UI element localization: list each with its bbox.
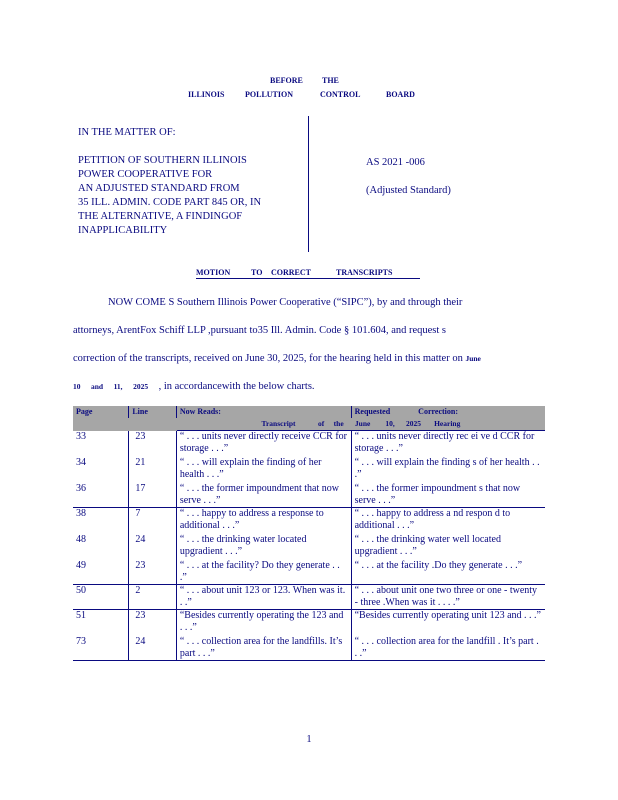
cell-now-reads: “ . . . units never directly receive CCR for storage . . .” — [176, 431, 351, 456]
cell-requested: “ . . . the drinking water well located upgradient . . .” — [354, 534, 501, 557]
cell-now-reads: “Besides currently operating the 123 and . . .” — [176, 610, 351, 635]
page-number: 1 — [306, 734, 312, 745]
subheader-year: 2025 — [405, 419, 421, 428]
cell-now-reads: “ . . . the former impoundment that now serve . . .” — [176, 481, 351, 508]
corrections-table — [73, 406, 545, 661]
cell-page: 38 — [73, 508, 129, 533]
caption-divider — [308, 116, 309, 252]
motion-title-word: MOTION — [196, 268, 231, 277]
motion-title — [196, 268, 420, 279]
subheader-ten: 10, — [385, 419, 395, 428]
cell-now-reads: “ . . . collection area for the landfills. It’s part . . .” — [176, 634, 351, 661]
subheader-transcript: Transcript — [261, 419, 296, 428]
cell-line: 23 — [129, 558, 177, 585]
table-subheader — [176, 418, 545, 431]
col-header-correction-label: Correction: — [418, 407, 459, 416]
cell-requested: “ . . . collection area for the landfill . It’s part . . .” — [351, 634, 545, 661]
cell-requested: “ . . . units never directly rec ei ve d CCR for storage . . .” — [354, 431, 535, 454]
body-day-11: 11, — [113, 382, 123, 391]
case-caption — [78, 126, 303, 238]
cell-page: 73 — [73, 634, 129, 661]
col-header-page: Page — [73, 406, 129, 418]
cell-now-reads: “ . . . will explain the finding of her health . . .” — [176, 455, 351, 481]
body-line-1: NOW COME S Southern Illinois Power Cooperative (“SIPC”), by and through their — [108, 297, 463, 308]
subheader-of: of — [318, 419, 325, 428]
col-header-requested — [351, 406, 545, 418]
table-row — [73, 585, 545, 610]
table-row — [73, 610, 545, 635]
cell-now-reads: “ . . . the drinking water located upgradient . . .” — [176, 532, 351, 558]
case-number-block — [366, 156, 451, 198]
motion-title-word: CORRECT — [271, 268, 312, 277]
cell-line: 2 — [129, 585, 177, 610]
cell-page: 34 — [73, 455, 129, 481]
caption-petition-line: PETITION OF SOUTHERN ILLINOIS — [78, 155, 247, 166]
table-row — [73, 431, 545, 456]
cell-requested: “ . . . happy to address a nd respon d to additional . . .” — [354, 508, 511, 531]
header-before: BEFORE — [270, 76, 303, 85]
table-row — [73, 634, 545, 661]
table-header-row — [73, 406, 545, 418]
cell-line: 21 — [129, 455, 177, 481]
header-control: CONTROL — [320, 90, 361, 99]
table-row — [73, 508, 545, 533]
body-and: and — [91, 382, 104, 391]
caption-petition-line: POWER COOPERATIVE FOR — [78, 169, 213, 180]
case-number: AS 2021 -006 — [366, 157, 425, 168]
col-header-requested-label: Requested — [354, 407, 391, 416]
cell-page: 33 — [73, 431, 129, 456]
cell-page: 48 — [73, 532, 129, 558]
cell-line: 24 — [129, 532, 177, 558]
subheader-june: June — [354, 419, 371, 428]
subheader-the: the — [333, 419, 344, 428]
body-line-3-june: June — [465, 354, 481, 363]
col-header-line: Line — [129, 406, 177, 418]
motion-title-word: TO — [251, 268, 263, 277]
header-illinois: ILLINOIS — [188, 90, 225, 99]
cell-requested: “ . . . the former impoundment s that now serve . . .” — [351, 481, 545, 508]
table-row — [73, 455, 545, 481]
cell-page: 36 — [73, 481, 129, 508]
body-line-3-text: correction of the transcripts, received on June 30, 2025, for the hearing held in this matter on — [73, 353, 463, 364]
col-header-now-reads: Now Reads: — [176, 406, 351, 418]
body-line-3 — [73, 353, 543, 364]
table-row — [73, 481, 545, 508]
caption-petition-line: 35 ILL. ADMIN. CODE PART 845 OR, IN — [78, 197, 262, 208]
motion-title-word: TRANSCRIPTS — [336, 268, 393, 277]
cell-requested: “ . . . will explain the finding s of her health . . .” — [354, 457, 540, 480]
cell-requested: “ . . . about unit one two three or one - twenty - three .When was it . . . .” — [351, 585, 545, 610]
cell-page: 51 — [73, 610, 129, 635]
cell-now-reads: “ . . . about unit 123 or 123. When was it. . .” — [176, 585, 351, 610]
caption-matter: IN THE MATTER OF: — [78, 127, 176, 138]
table-subheader-row — [73, 418, 545, 431]
header-the: THE — [322, 76, 339, 85]
header-board: BOARD — [386, 90, 415, 99]
body-line-2: attorneys, ArentFox Schiff LLP ,pursuant to35 Ill. Admin. Code § 101.604, and request s — [73, 325, 447, 336]
body-line-4 — [73, 381, 543, 392]
cell-now-reads: “ . . . happy to address a response to additional . . .” — [176, 508, 351, 533]
body-year: 2025 — [133, 382, 149, 391]
cell-line: 7 — [129, 508, 177, 533]
cell-page: 50 — [73, 585, 129, 610]
cell-requested: “ . . . at the facility .Do they generate . . .” — [351, 558, 545, 585]
header-pollution: POLLUTION — [245, 90, 294, 99]
cell-requested: “Besides currently operating unit 123 and . . .” — [354, 610, 541, 621]
body-day-10: 10 — [73, 382, 81, 391]
cell-line: 24 — [129, 634, 177, 661]
cell-page: 49 — [73, 558, 129, 585]
body-line-4-text: , in accordancewith the below charts. — [158, 381, 315, 392]
caption-petition-line: AN ADJUSTED STANDARD FROM — [78, 183, 240, 194]
subheader-hearing: Hearing — [434, 419, 461, 428]
table-row — [73, 532, 545, 558]
cell-line: 17 — [129, 481, 177, 508]
case-type: (Adjusted Standard) — [366, 185, 451, 196]
caption-petition-line: INAPPLICABILITY — [78, 225, 168, 236]
cell-now-reads: “ . . . at the facility? Do they generate . . .” — [176, 558, 351, 585]
caption-petition-line: THE ALTERNATIVE, A FINDINGOF — [78, 211, 243, 222]
cell-line: 23 — [129, 431, 177, 456]
table-row — [73, 558, 545, 585]
cell-line: 23 — [129, 610, 177, 635]
